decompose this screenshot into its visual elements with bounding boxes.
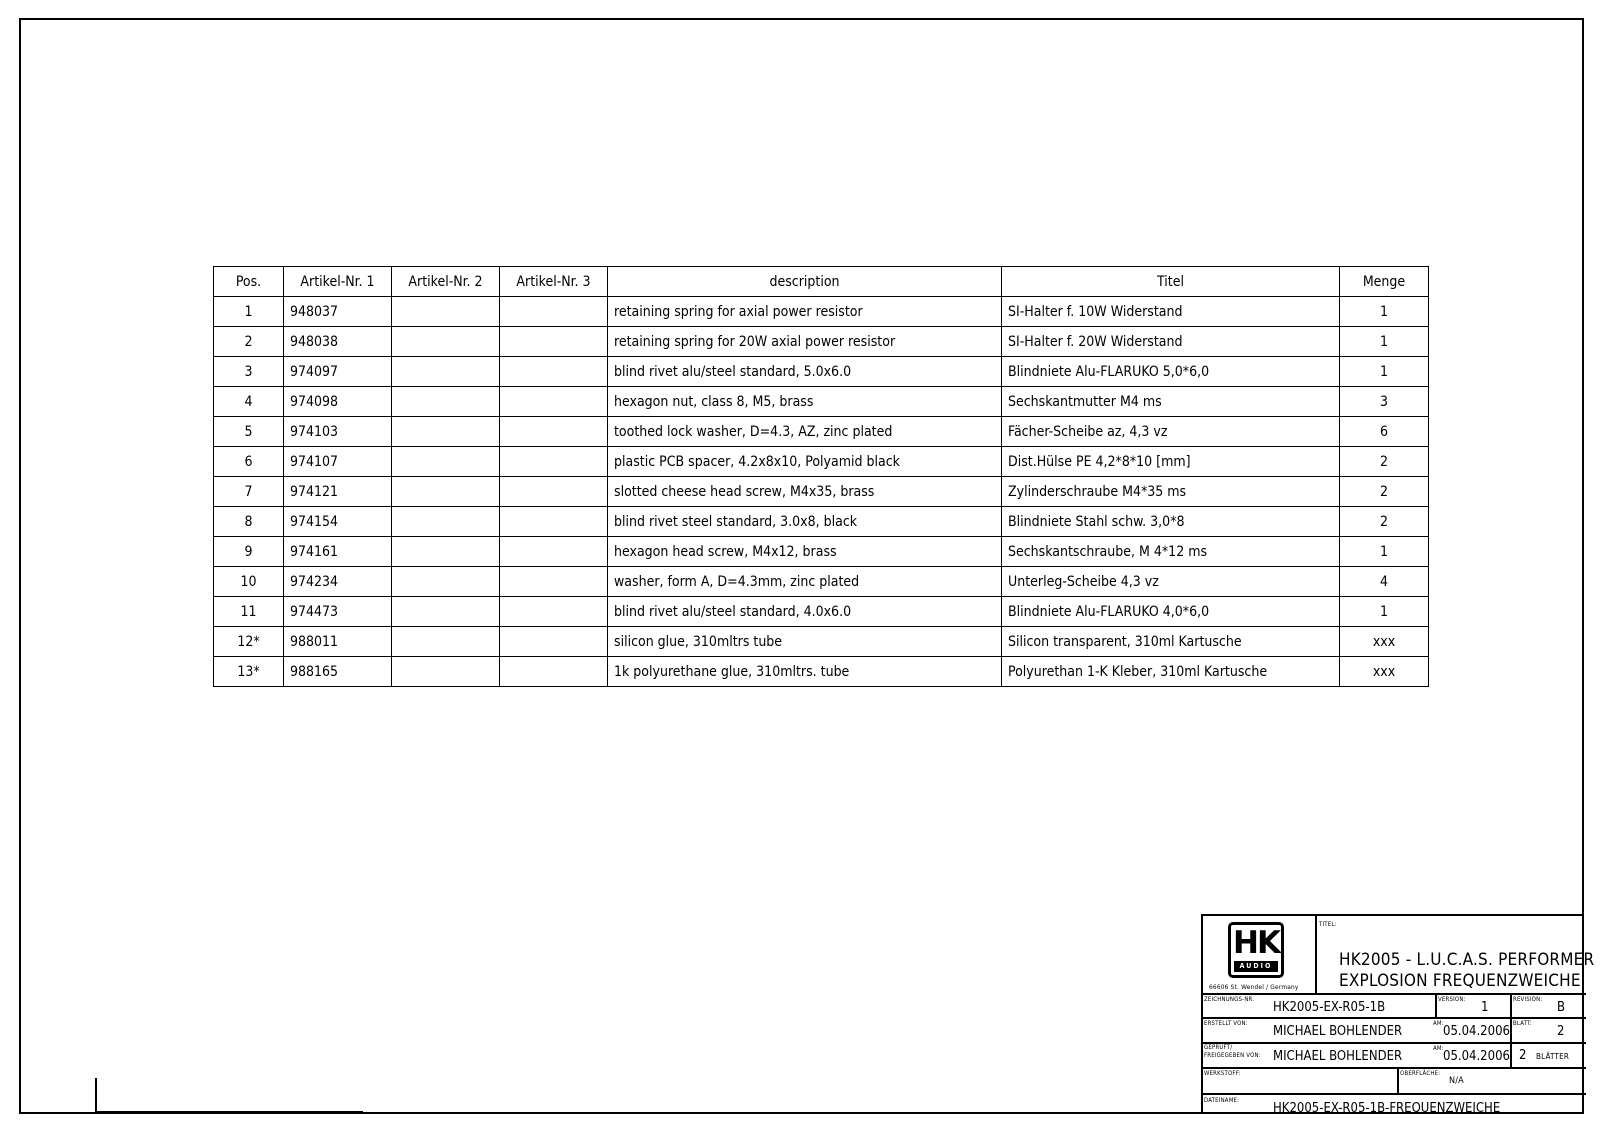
- cell-menge: 1: [1340, 297, 1429, 327]
- header-artikel-nr-3: Artikel-Nr. 3: [500, 267, 608, 297]
- version-label: VERSION:: [1438, 996, 1466, 1003]
- tb-divider: [1203, 1093, 1586, 1095]
- cell-artikel-nr-1: 988165: [284, 657, 392, 687]
- cell-artikel-nr-2: [392, 297, 500, 327]
- cell-titel: SI-Halter f. 10W Widerstand: [1002, 297, 1340, 327]
- version-value: 1: [1481, 1000, 1489, 1015]
- cell-artikel-nr-1: 948038: [284, 327, 392, 357]
- cell-titel: Dist.Hülse PE 4,2*8*10 [mm]: [1002, 447, 1340, 477]
- cell-artikel-nr-2: [392, 507, 500, 537]
- tb-divider: [1510, 993, 1512, 1067]
- cell-pos: 7: [214, 477, 284, 507]
- geprueft-label-line-1: GEPRÜFT/: [1204, 1044, 1233, 1051]
- erstellt-am: 05.04.2006: [1443, 1024, 1510, 1039]
- cell-artikel-nr-2: [392, 477, 500, 507]
- dateiname: HK2005-EX-R05-1B-FREQUENZWEICHE: [1273, 1101, 1501, 1116]
- cell-titel: Fächer-Scheibe az, 4,3 vz: [1002, 417, 1340, 447]
- cell-description: retaining spring for 20W axial power resistor: [608, 327, 1002, 357]
- header-artikel-nr-1: Artikel-Nr. 1: [284, 267, 392, 297]
- cell-description: blind rivet steel standard, 3.0x8, black: [608, 507, 1002, 537]
- cell-pos: 6: [214, 447, 284, 477]
- cell-description: retaining spring for axial power resistor: [608, 297, 1002, 327]
- cell-menge: 6: [1340, 417, 1429, 447]
- tb-divider: [1435, 993, 1437, 1017]
- titel-label: TITEL:: [1319, 921, 1337, 928]
- cell-description: blind rivet alu/steel standard, 4.0x6.0: [608, 597, 1002, 627]
- tb-divider: [1203, 993, 1586, 995]
- geprueft-von: MICHAEL BOHLENDER: [1273, 1049, 1403, 1064]
- cell-artikel-nr-2: [392, 417, 500, 447]
- cell-artikel-nr-1: 948037: [284, 297, 392, 327]
- tb-divider: [1203, 1017, 1586, 1019]
- cell-artikel-nr-1: 974154: [284, 507, 392, 537]
- table-row: [214, 537, 1429, 567]
- header-artikel-nr-2: Artikel-Nr. 2: [392, 267, 500, 297]
- cell-artikel-nr-1: 988011: [284, 627, 392, 657]
- erstellt-am-label: AM:: [1433, 1020, 1444, 1027]
- cell-artikel-nr-3: [500, 657, 608, 687]
- cell-description: slotted cheese head screw, M4x35, brass: [608, 477, 1002, 507]
- cell-titel: Polyurethan 1-K Kleber, 310ml Kartusche: [1002, 657, 1340, 687]
- cell-pos: 5: [214, 417, 284, 447]
- cell-pos: 4: [214, 387, 284, 417]
- cell-pos: 11: [214, 597, 284, 627]
- table-row: [214, 657, 1429, 687]
- table-row: [214, 417, 1429, 447]
- title-block: [1201, 914, 1595, 1116]
- cell-artikel-nr-2: [392, 627, 500, 657]
- cell-artikel-nr-3: [500, 387, 608, 417]
- cell-pos: 3: [214, 357, 284, 387]
- cell-titel: Sechskantmutter M4 ms: [1002, 387, 1340, 417]
- frame-corner-mark: [95, 1078, 97, 1114]
- cell-description: hexagon head screw, M4x12, brass: [608, 537, 1002, 567]
- cell-artikel-nr-3: [500, 417, 608, 447]
- cell-artikel-nr-3: [500, 297, 608, 327]
- cell-artikel-nr-2: [392, 387, 500, 417]
- erstellt-von-label: ERSTELLT VON:: [1204, 1020, 1248, 1027]
- dateiname-label: DATEINAME:: [1204, 1097, 1240, 1104]
- cell-artikel-nr-1: 974161: [284, 537, 392, 567]
- cell-titel: Silicon transparent, 310ml Kartusche: [1002, 627, 1340, 657]
- cell-artikel-nr-3: [500, 477, 608, 507]
- cell-artikel-nr-3: [500, 627, 608, 657]
- cell-menge: 2: [1340, 507, 1429, 537]
- cell-artikel-nr-2: [392, 327, 500, 357]
- cell-artikel-nr-1: 974098: [284, 387, 392, 417]
- cell-artikel-nr-2: [392, 597, 500, 627]
- logo-hk-text: HK: [1233, 925, 1279, 961]
- header-titel: Titel: [1002, 267, 1340, 297]
- header-description: description: [608, 267, 1002, 297]
- cell-description: plastic PCB spacer, 4.2x8x10, Polyamid black: [608, 447, 1002, 477]
- cell-artikel-nr-2: [392, 447, 500, 477]
- cell-artikel-nr-3: [500, 537, 608, 567]
- cell-titel: Blindniete Alu-FLARUKO 4,0*6,0: [1002, 597, 1340, 627]
- geprueft-am: 05.04.2006: [1443, 1049, 1510, 1064]
- oberflaeche-label: OBERFLÄCHE:: [1400, 1070, 1441, 1077]
- zeichnungs-nr-label: ZEICHNUNGS-NR.: [1204, 996, 1255, 1003]
- cell-menge: xxx: [1340, 657, 1429, 687]
- cell-artikel-nr-2: [392, 657, 500, 687]
- cell-description: silicon glue, 310mltrs tube: [608, 627, 1002, 657]
- cell-artikel-nr-3: [500, 327, 608, 357]
- revision-label: REVISION:: [1513, 996, 1543, 1003]
- cell-artikel-nr-3: [500, 567, 608, 597]
- revision-value: B: [1557, 1000, 1566, 1015]
- table-row: [214, 507, 1429, 537]
- cell-artikel-nr-1: 974234: [284, 567, 392, 597]
- blaetter-label: BLÄTTER: [1536, 1052, 1570, 1061]
- werkstoff-label: WERKSTOFF:: [1204, 1070, 1241, 1077]
- cell-pos: 9: [214, 537, 284, 567]
- table-row: [214, 297, 1429, 327]
- cell-pos: 10: [214, 567, 284, 597]
- table-row: [214, 447, 1429, 477]
- cell-menge: 3: [1340, 387, 1429, 417]
- cell-artikel-nr-1: 974107: [284, 447, 392, 477]
- blaetter-count: 2: [1519, 1048, 1527, 1063]
- cell-artikel-nr-1: 974097: [284, 357, 392, 387]
- cell-menge: xxx: [1340, 627, 1429, 657]
- cell-menge: 4: [1340, 567, 1429, 597]
- header-menge: Menge: [1340, 267, 1429, 297]
- cell-titel: SI-Halter f. 20W Widerstand: [1002, 327, 1340, 357]
- cell-description: 1k polyurethane glue, 310mltrs. tube: [608, 657, 1002, 687]
- cell-titel: Sechskantschraube, M 4*12 ms: [1002, 537, 1340, 567]
- cell-artikel-nr-3: [500, 357, 608, 387]
- cell-pos: 2: [214, 327, 284, 357]
- cell-menge: 1: [1340, 327, 1429, 357]
- tb-divider: [1397, 1067, 1399, 1093]
- geprueft-am-label: AM:: [1433, 1045, 1444, 1052]
- cell-description: hexagon nut, class 8, M5, brass: [608, 387, 1002, 417]
- logo-audio-text: AUDIO: [1234, 961, 1278, 972]
- cell-menge: 1: [1340, 597, 1429, 627]
- parts-list-table: [213, 266, 1429, 687]
- drawing-title-line-1: HK2005 - L.U.C.A.S. PERFORMER: [1339, 950, 1595, 970]
- table-row: [214, 567, 1429, 597]
- table-row: [214, 627, 1429, 657]
- geprueft-label-line-2: FREIGEGEBEN VON:: [1204, 1052, 1261, 1059]
- tb-divider: [1203, 1042, 1586, 1044]
- erstellt-von: MICHAEL BOHLENDER: [1273, 1024, 1403, 1039]
- cell-menge: 1: [1340, 357, 1429, 387]
- cell-artikel-nr-1: 974103: [284, 417, 392, 447]
- cell-pos: 8: [214, 507, 284, 537]
- cell-titel: Zylinderschraube M4*35 ms: [1002, 477, 1340, 507]
- hk-audio-logo: [1228, 922, 1284, 978]
- cell-description: washer, form A, D=4.3mm, zinc plated: [608, 567, 1002, 597]
- tb-divider: [1203, 1067, 1586, 1069]
- cell-artikel-nr-3: [500, 507, 608, 537]
- blatt-label: BLATT:: [1513, 1020, 1532, 1027]
- table-row: [214, 387, 1429, 417]
- cell-artikel-nr-3: [500, 447, 608, 477]
- table-header-row: [214, 267, 1429, 297]
- frame-corner-line: [95, 1111, 363, 1112]
- company-address: 66606 St. Wendel / Germany: [1209, 983, 1299, 991]
- blatt-value: 2: [1557, 1024, 1565, 1039]
- zeichnungs-nr: HK2005-EX-R05-1B: [1273, 1000, 1386, 1015]
- cell-menge: 2: [1340, 447, 1429, 477]
- cell-pos: 12*: [214, 627, 284, 657]
- cell-artikel-nr-2: [392, 357, 500, 387]
- cell-menge: 1: [1340, 537, 1429, 567]
- cell-artikel-nr-2: [392, 567, 500, 597]
- cell-artikel-nr-1: 974121: [284, 477, 392, 507]
- cell-titel: Blindniete Alu-FLARUKO 5,0*6,0: [1002, 357, 1340, 387]
- cell-titel: Blindniete Stahl schw. 3,0*8: [1002, 507, 1340, 537]
- cell-artikel-nr-1: 974473: [284, 597, 392, 627]
- cell-artikel-nr-3: [500, 597, 608, 627]
- table-row: [214, 327, 1429, 357]
- cell-description: blind rivet alu/steel standard, 5.0x6.0: [608, 357, 1002, 387]
- cell-menge: 2: [1340, 477, 1429, 507]
- table-row: [214, 477, 1429, 507]
- oberflaeche-value: N/A: [1449, 1076, 1464, 1086]
- cell-titel: Unterleg-Scheibe 4,3 vz: [1002, 567, 1340, 597]
- drawing-title-line-2: EXPLOSION FREQUENZWEICHE: [1339, 971, 1581, 991]
- tb-divider: [1315, 916, 1317, 993]
- table-row: [214, 357, 1429, 387]
- cell-pos: 1: [214, 297, 284, 327]
- header-pos: Pos.: [214, 267, 284, 297]
- table-row: [214, 597, 1429, 627]
- cell-description: toothed lock washer, D=4.3, AZ, zinc plated: [608, 417, 1002, 447]
- cell-pos: 13*: [214, 657, 284, 687]
- cell-artikel-nr-2: [392, 537, 500, 567]
